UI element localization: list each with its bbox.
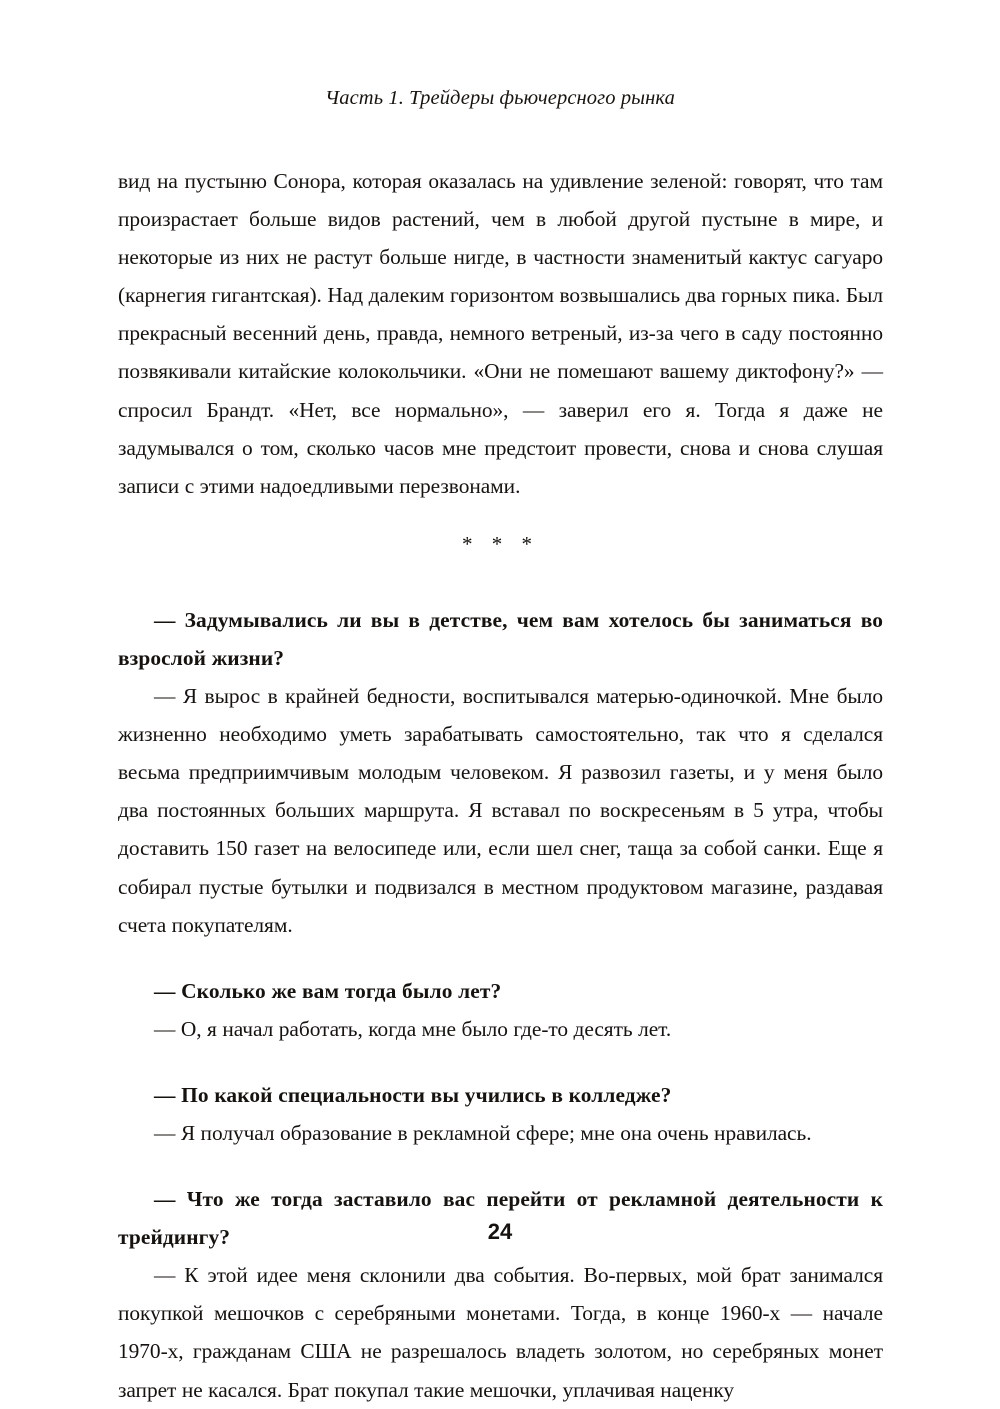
interview-question-3: — По какой специальности вы учились в колледже? bbox=[154, 1082, 672, 1107]
interview-question-4: — Что же тогда заставило вас перейти от рекламной деятельности к трейдингу? bbox=[118, 1187, 883, 1250]
interview-item-4 bbox=[118, 1180, 883, 1409]
section-break-asterisks: * * * bbox=[462, 531, 539, 556]
spacer-after-break bbox=[118, 563, 883, 601]
interview-answer-2: — О, я начал работать, когда мне было где-то десять лет. bbox=[154, 1016, 672, 1041]
spacer-3 bbox=[118, 1152, 883, 1180]
interview-question-1: — Задумывались ли вы в детстве, чем вам хотелось бы заниматься во взрослой жизни? bbox=[118, 607, 883, 670]
interview-answer-4: — К этой идее меня склонили два события. Во-первых, мой брат занимался покупкой мешочков с серебряными монетами. Тогда, в конце 1960-х — начале 1970-х, гражданам США не разрешалось владеть золотом, но серебряных монет запрет не касался. Брат покупал такие мешочки, уплачивая наценку bbox=[118, 1263, 883, 1402]
interview-item-3 bbox=[118, 1076, 883, 1152]
spacer-before-break bbox=[118, 505, 883, 525]
running-head: Часть 1. Трейдеры фьючерсного рынка bbox=[325, 87, 675, 109]
interview-item-1 bbox=[118, 601, 883, 944]
interview-answer-3: — Я получал образование в рекламной сфере; мне она очень нравилась. bbox=[154, 1120, 812, 1145]
spacer-1 bbox=[118, 944, 883, 972]
interview-question-2: — Сколько же вам тогда было лет? bbox=[154, 978, 502, 1003]
opening-paragraph: вид на пустыню Сонора, которая оказалась на удивление зеленой: говорят, что там произрастает больше видов растений, чем в любой другой пустыне в мире, и некоторые из них не растут больше нигде, в частности знаменитый кактус сагуаро (карнегия гигантская). Над далеким горизонтом возвышались два горных пика. Был прекрасный весенний день, правда, немного ветреный, из-за чего в саду постоянно позвякивали китайские колокольчики. «Они не помешают вашему диктофону?» — спросил Брандт. «Нет, все нормально», — заверил его я. Тогда я даже не задумывался о том, сколько часов мне предстоит провести, снова и снова слушая записи с этими надоедливыми перезвонами. bbox=[118, 169, 883, 498]
interview-answer-1: — Я вырос в крайней бедности, воспитывался матерью-одиночкой. Мне было жизненно необходимо уметь зарабатывать самостоятельно, так что я сделался весьма предприимчивым молодым человеком. Я развозил газеты, и у меня было два постоянных больших маршрута. Я вставал по воскресеньям в 5 утра, чтобы доставить 150 газет на велосипеде или, если шел снег, таща за собой санки. Еще я собирал пустые бутылки и подвизался в местном продуктовом магазине, раздавая счета покупателям. bbox=[118, 684, 883, 937]
interview-item-2 bbox=[118, 972, 883, 1048]
spacer-2 bbox=[118, 1048, 883, 1076]
page-number: 24 bbox=[487, 1219, 513, 1244]
